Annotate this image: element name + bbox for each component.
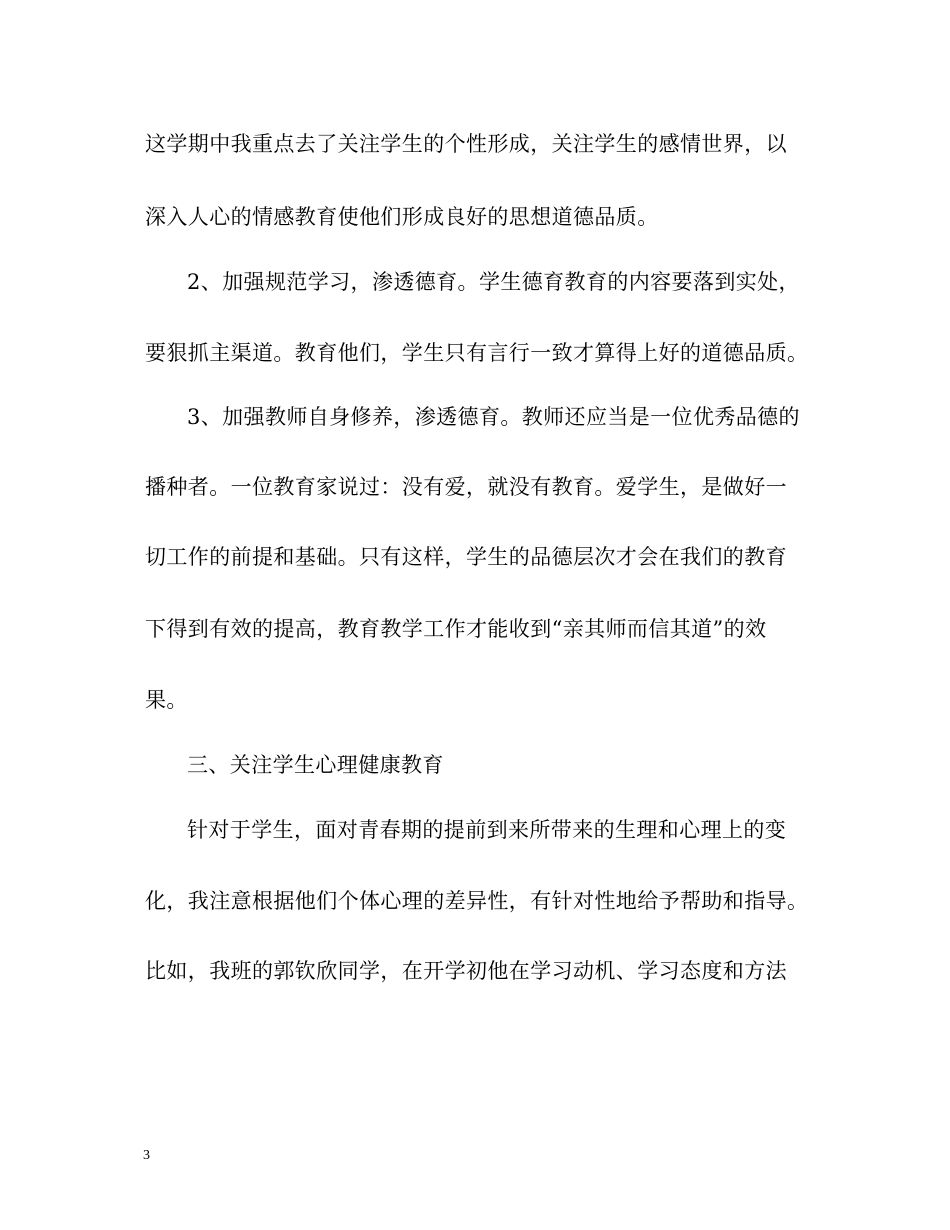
section-heading: 三、关注学生心理健康教育 — [187, 753, 444, 777]
text-line: 切工作的前提和基础。只有这样，学生的品德层次才会在我们的教育 — [145, 545, 787, 569]
text-line: 化，我注意根据他们个体心理的差异性，有针对性地给予帮助和指导。 — [145, 889, 809, 913]
text-line: 3、加强教师自身修养，渗透德育。教师还应当是一位优秀品德的 — [187, 405, 800, 429]
text-line: 这学期中我重点去了关注学生的个性形成，关注学生的感情世界，以 — [145, 132, 787, 156]
text-line: 2、加强规范学习，渗透德育。学生德育教育的内容要落到实处， — [187, 270, 800, 294]
text-line: 播种者。一位教育家说过：没有爱，就没有教育。爱学生，是做好一 — [145, 475, 787, 499]
text-line: 果。 — [145, 688, 188, 712]
page-number: 3 — [143, 1148, 150, 1163]
text-line: 要狠抓主渠道。教育他们，学生只有言行一致才算得上好的道德品质。 — [145, 341, 809, 365]
text-line: 比如，我班的郭钦欣同学，在开学初他在学习动机、学习态度和方法 — [145, 959, 787, 983]
text-line: 下得到有效的提高，教育教学工作才能收到“亲其师而信其道”的效 — [145, 617, 767, 641]
text-line: 深入人心的情感教育使他们形成良好的思想道德品质。 — [145, 205, 659, 229]
text-line: 针对于学生，面对青春期的提前到来所带来的生理和心理上的变 — [187, 818, 787, 842]
